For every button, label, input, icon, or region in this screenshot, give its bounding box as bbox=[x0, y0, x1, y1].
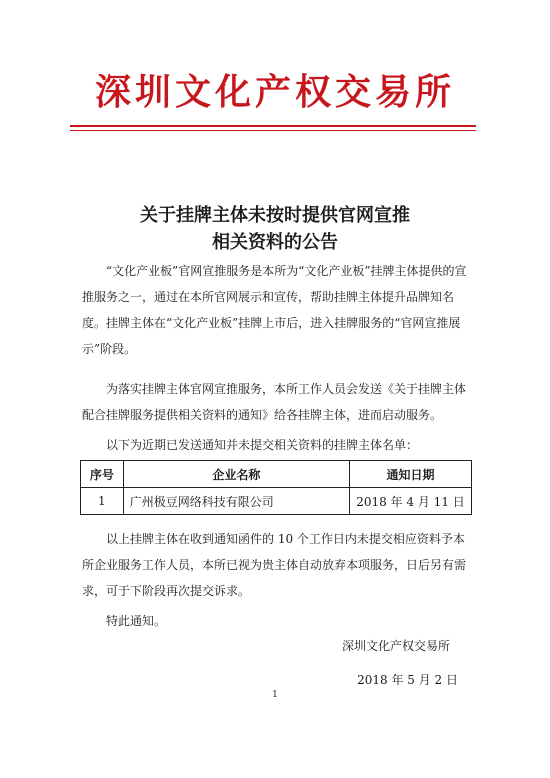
letterhead: 深圳文化产权交易所 bbox=[94, 71, 455, 113]
paragraph-5: 特此通知。 bbox=[106, 614, 167, 628]
header-notice-date: 通知日期 bbox=[350, 461, 472, 488]
table-header-row bbox=[81, 461, 472, 488]
paragraph-2: 为落实挂牌主体官网宣推服务，本所工作人员会发送《关于挂牌主体配合挂牌服务提供相关资料的通知》给各挂牌主体，进而启动服务。 bbox=[82, 382, 467, 422]
page-number: 1 bbox=[272, 690, 278, 700]
letterhead-rule-thin bbox=[70, 130, 476, 131]
cell-serial: 1 bbox=[81, 488, 124, 515]
paragraph-3: 以下为近期已发送通知并未提交相关资料的挂牌主体名单： bbox=[106, 438, 419, 452]
header-serial: 序号 bbox=[81, 461, 124, 488]
signature-date: 2018 年 5 月 2 日 bbox=[357, 673, 458, 687]
signature: 深圳文化产权交易所 bbox=[341, 639, 450, 653]
table-row bbox=[81, 488, 472, 515]
cell-company-name: 广州极豆网络科技有限公司 bbox=[123, 488, 349, 515]
header-company-name: 企业名称 bbox=[123, 461, 349, 488]
paragraph-4: 以上挂牌主体在收到通知函件的 10 个工作日内未提交相应资料予本所企业服务工作人员，本所已视为贵主体自动放弃本项服务，日后另有需求，可于下阶段再次提交诉求。 bbox=[82, 532, 467, 598]
cell-notice-date: 2018 年 4 月 11 日 bbox=[350, 488, 472, 515]
company-list-table bbox=[80, 460, 472, 515]
notice-title-line-1: 关于挂牌主体未按时提供官网宣推 bbox=[140, 205, 410, 226]
notice-title-line-2: 相关资料的公告 bbox=[212, 232, 338, 253]
letterhead-rule-thick bbox=[70, 125, 476, 127]
paragraph-1: “文化产业板”官网宣推服务是本所为“文化产业板”挂牌主体提供的宣推服务之一，通过在本所官网展示和宣传，帮助挂牌主体提升品牌知名度。挂牌主体在“文化产业板”挂牌上市后，进入挂牌服务的“官网宣推展示”阶段。 bbox=[82, 264, 467, 356]
